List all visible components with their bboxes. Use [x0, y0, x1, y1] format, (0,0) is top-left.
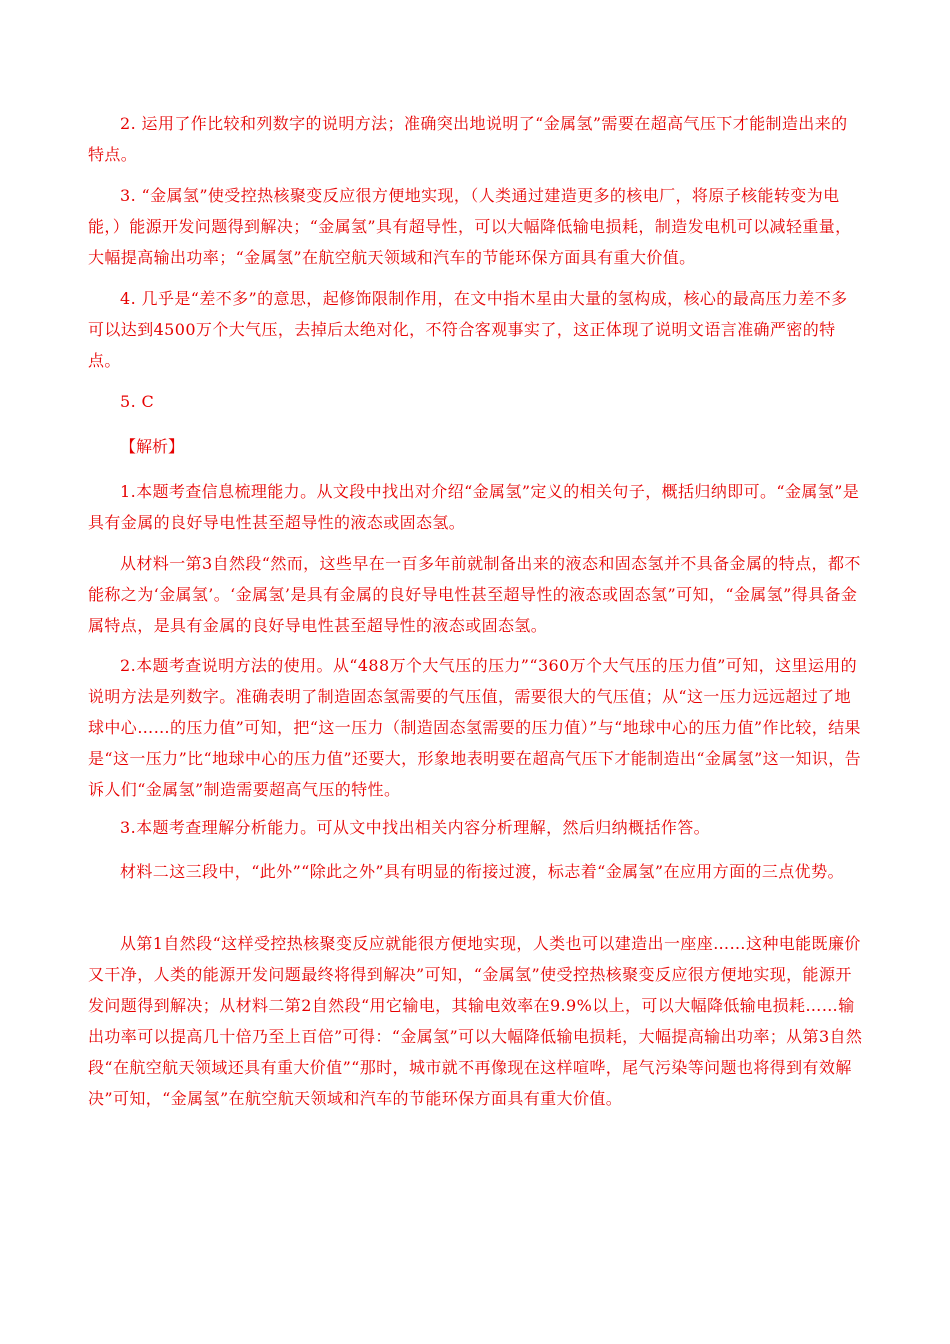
answer-4-paragraph: 4. 几乎是“差不多”的意思，起修饰限制作用，在文中指木星由大量的氢构成，核心的最高压力差不多可以达到4500万个大气压，去掉后太绝对化，不符合客观事实了，这正体现了说明文语言准确严密的特点。 [88, 289, 848, 370]
analysis-heading: 【解析】 [120, 437, 185, 456]
analysis-paragraph-6: 从第1自然段“这样受控热核聚变反应就能很方便地实现，人类也可以建造出一座座……这种电能既廉价又干净，人类的能源开发问题最终将得到解决”可知，“金属氢”使受控热核聚变反应很方便地实现，能源开发问题得到解决；从材料二第2自然段“用它输电，其输电效率在9.9%以上，可以大幅降低输电损耗……输出功率可以提高几十倍乃至上百倍”可得：“金属氢”可以大幅降低输电损耗，大幅提高输出功率；从第3自然段“在航空航天领域还具有重大价值”“那时，城市就不再像现在这样喧哗，尾气污染等问题也将得到有效解决”可知，“金属氢”在航空航天领域和汽车的节能环保方面具有重大价值。 [88, 934, 863, 1108]
answer-5-paragraph: 5. C [120, 392, 155, 411]
analysis-paragraph-5: 材料二这三段中，“此外”“除此之外”具有明显的衔接过渡，标志着“金属氢”在应用方面的三点优势。 [120, 862, 844, 881]
analysis-paragraph-4: 3.本题考查理解分析能力。可从文中找出相关内容分析理解，然后归纳概括作答。 [120, 818, 711, 837]
analysis-paragraph-2: 从材料一第3自然段“然而，这些早在一百多年前就制备出来的液态和固态氢并不具备金属的特点，都不能称之为‘金属氢’。‘金属氢’是具有金属的良好导电性甚至超导性的液态或固态氢”可知，“金属氢”得具备金属特点，是具有金属的良好导电性甚至超导性的液态或固态氢。 [88, 554, 861, 635]
analysis-paragraph-3: 2.本题考查说明方法的使用。从“488万个大气压的压力”“360万个大气压的压力值”可知，这里运用的说明方法是列数字。准确表明了制造固态氢需要的气压值，需要很大的气压值；从“这一压力远远超过了地球中心……的压力值”可知，把“这一压力（制造固态氢需要的压力值）”与“地球中心的压力值”作比较，结果是“这一压力”比“地球中心的压力值”还要大，形象地表明要在超高气压下才能制造出“金属氢”这一知识，告诉人们“金属氢”制造需要超高气压的特性。 [88, 656, 862, 799]
answer-3-paragraph: 3. “金属氢”使受控热核聚变反应很方便地实现，（人类通过建造更多的核电厂，将原子核能转变为电能，）能源开发问题得到解决；“金属氢”具有超导性，可以大幅降低输电损耗，制造发电机可以减轻重量，大幅提高输出功率；“金属氢”在航空航天领域和汽车的节能环保方面具有重大价值。 [88, 186, 852, 267]
answer-2-paragraph: 2. 运用了作比较和列数字的说明方法；准确突出地说明了“金属氢”需要在超高气压下才能制造出来的特点。 [88, 114, 848, 164]
analysis-paragraph-1: 1.本题考查信息梳理能力。从文段中找出对介绍“金属氢”定义的相关句子，概括归纳即可。“金属氢”是具有金属的良好导电性甚至超导性的液态或固态氢。 [88, 482, 860, 532]
